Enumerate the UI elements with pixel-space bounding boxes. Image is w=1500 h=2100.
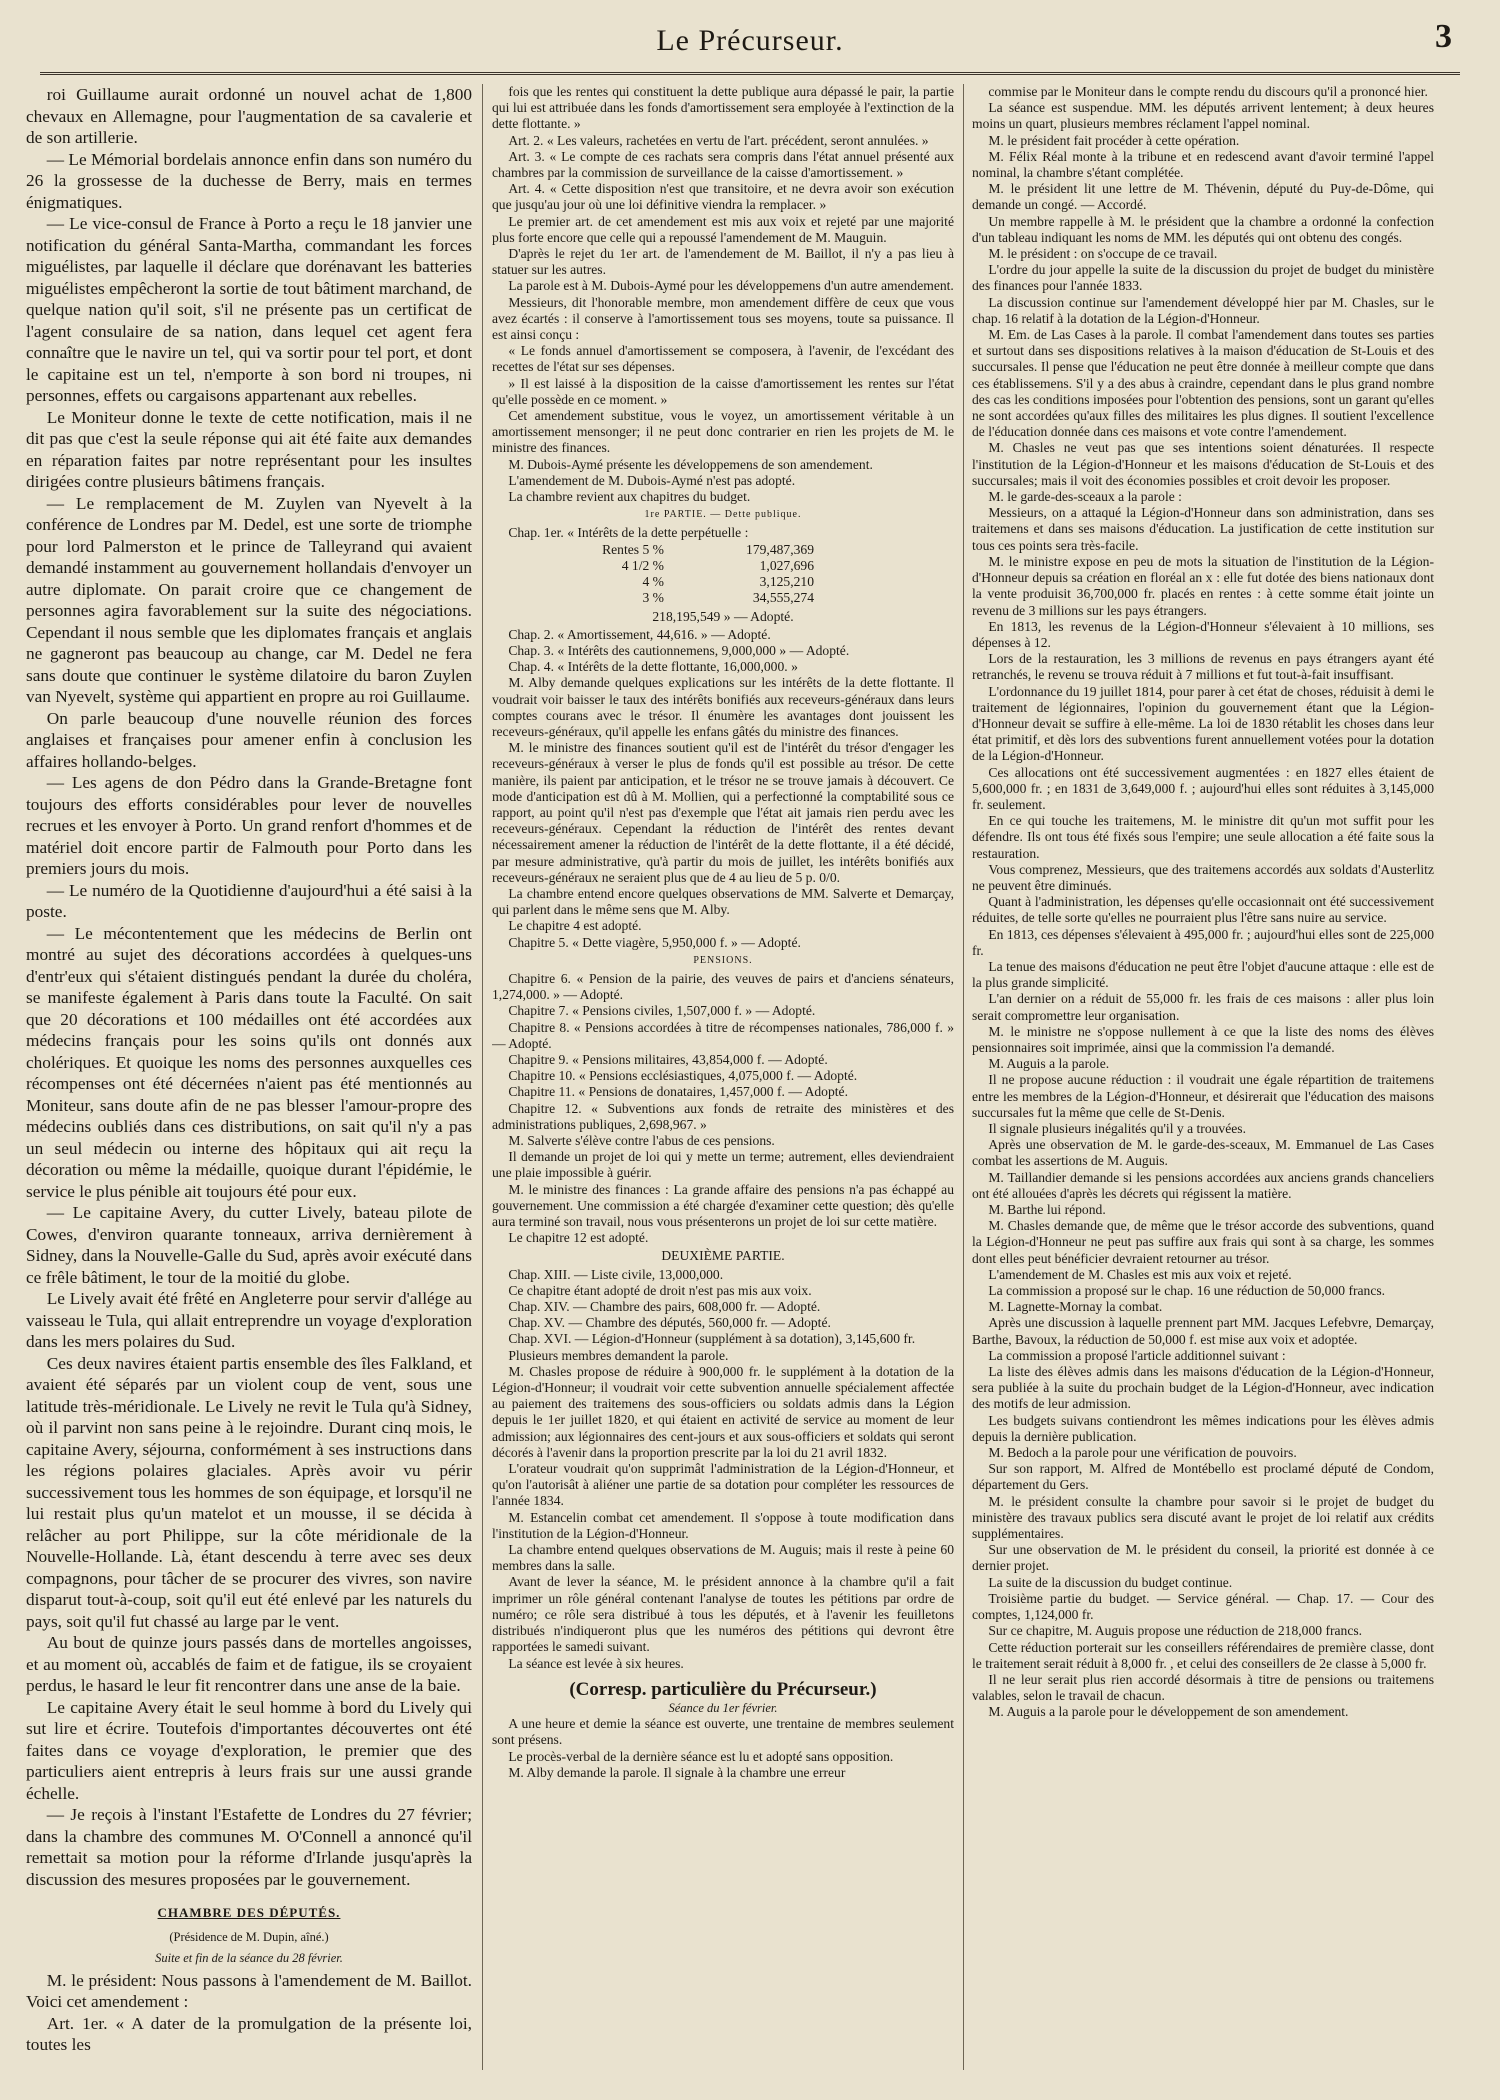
- paragraph: M. le président fait procéder à cette opération.: [988, 132, 1240, 148]
- paragraph: Il ne propose aucune réduction : il voudrait une égale répartition de traitemens entre les membres de la Légion-d'Honneur, et désirerait que l'éducation des maisons succursales fut la même que celle de St-Denis.: [972, 1072, 1434, 1120]
- column-2-part-b: [492, 675, 954, 950]
- newspaper-title: Le Précurseur.: [656, 24, 844, 57]
- corresp-paragraphs: [492, 1716, 954, 1781]
- paragraph: Au bout de quinze jours passés dans de mortelles angoisses, et au moment où, accablés de faim et de fatigue, ils se croyaient perdus, le hasard le leur fit rencontrer dans une anse de la baie.: [26, 1633, 472, 1695]
- paragraph: M. le garde-des-sceaux a la parole :: [988, 489, 1182, 505]
- paragraph: La commission a proposé sur le chap. 16 une réduction de 50,000 francs.: [988, 1283, 1386, 1299]
- paragraph: — Les agens de don Pédro dans la Grande-Bretagne font toujours des efforts considérables pour lever de nouvelles recrues et les envoyer à Porto. Un grand renfort d'hommes et de matériel doit encore partir de Falmouth pour Porto dans les premiers jours du mois.: [26, 773, 472, 878]
- paragraph: Le capitaine Avery était le seul homme à bord du Lively qui sut lire et écrire. Toutefois d'importantes découvertes ont été faites dans ce voyage d'exploration, le premier que des particuliers aient entrepris à leurs frais sur une aussi grande échelle.: [26, 1697, 472, 1803]
- rente-value: 1,027,696: [759, 557, 814, 573]
- rente-label: 4 %: [642, 574, 664, 590]
- paragraph: Un membre rappelle à M. le président que la chambre a ordonné la confection d'un tableau indiquant les noms de MM. les députés qui ont obtenu des congés.: [972, 213, 1434, 245]
- paragraph: Messieurs, dit l'honorable membre, mon amendement diffère de ceux que vous avez écartés : il conserve à l'amortissement tous ses moyens, toute sa puissance. Il est ainsi conçu :: [492, 294, 954, 343]
- paragraph: Les budgets suivans contiendront les mêmes indications pour les élèves admis depuis la dernière publication.: [972, 1412, 1434, 1444]
- corresp-seance: Séance du 1er février.: [668, 1700, 778, 1715]
- paragraph: Chapitre 9. « Pensions militaires, 43,854,000 f. — Adopté.: [508, 1051, 828, 1067]
- column-2-part-a: [492, 84, 954, 505]
- paragraph: « Le fonds annuel d'amortissement se composera, à l'avenir, de l'excédant des recettes de l'état sur ses dépenses.: [492, 343, 954, 375]
- rente-label: Rentes 5 %: [602, 541, 664, 557]
- rente-label: 3 %: [642, 590, 664, 606]
- paragraph: Il demande un projet de loi qui y mette un terme; autrement, elles deviendraient une plaie impossible à guérir.: [492, 1149, 954, 1181]
- paragraph: M. le ministre expose en peu de mots la situation de l'institution de la Légion-d'Honneur depuis sa création en floréal an x : elle fut dotée des biens nationaux dont la vente produisit 36,700,000 fr. placés en rentes : à cette somme était jointe un revenu de 3 millions sur les pays étrangers.: [972, 553, 1434, 618]
- chambre-presidence: (Présidence de M. Dupin, aîné.): [169, 1929, 329, 1944]
- paragraph: M. Auguis a la parole.: [988, 1056, 1110, 1072]
- paragraph: Chap. XIV. — Chambre des pairs, 608,000 fr. — Adopté.: [508, 1299, 821, 1315]
- page-number: 3: [1435, 18, 1452, 55]
- paragraph: Messieurs, on a attaqué la Légion-d'Honneur dans son administration, dans ses traitemens et dans ses maisons d'éducation. La justification de cette institution sur tous ces points sera très-facile.: [972, 505, 1434, 553]
- paragraph: » Il est laissé à la disposition de la caisse d'amortissement les rentes sur l'état qu'elle possède en ce moment. »: [492, 375, 954, 407]
- page-header: [40, 18, 1460, 68]
- budget-part-2-items: [492, 1267, 954, 1348]
- column-3-articles: [972, 84, 1434, 1721]
- paragraph: M. le ministre des finances : La grande affaire des pensions n'a pas échappé au gouvernement. Une commission a été chargée d'examiner cette question; dès qu'elle aura terminé son travail, nous vous présenterons un projet de loi sur cette matière.: [492, 1181, 954, 1230]
- paragraph: Il ne leur serait plus rien accordé désormais à titre de pensions ou traitemens valables, selon le travail de chacun.: [972, 1671, 1434, 1704]
- corresp-title: (Corresp. particulière du Précurseur.): [569, 1678, 877, 1700]
- pensions-title: PENSIONS.: [693, 954, 753, 966]
- paragraph: Après une observation de M. le garde-des-sceaux, M. Emmanuel de Las Cases combat les assertions de M. Auguis.: [972, 1137, 1434, 1169]
- rente-row: [514, 574, 954, 590]
- paragraph: — Je reçois à l'instant l'Estafette de Londres du 27 février; dans la chambre des communes M. O'Connell a annoncé qu'il remettait sa motion pour la réforme d'Irlande jusqu'après la discussion des mesures proposées par le gouvernement.: [26, 1805, 472, 1889]
- paragraph: roi Guillaume aurait ordonné un nouvel achat de 1,800 chevaux en Allemagne, pour l'augmentation de sa cavalerie et de son artillerie.: [26, 85, 472, 147]
- paragraph: Troisième partie du budget. — Service général. — Chap. 17. — Cour des comptes, 1,124,000 fr.: [972, 1590, 1434, 1623]
- paragraph: Chap. XV. — Chambre des députés, 560,000 fr. — Adopté.: [508, 1315, 831, 1331]
- paragraph: Chap. XVI. — Légion-d'Honneur (supplément à sa dotation), 3,145,600 fr.: [508, 1331, 916, 1347]
- paragraph: commise par le Moniteur dans le compte rendu du discours qu'il a prononcé hier.: [988, 84, 1428, 99]
- rentes-total: 218,195,549 » — Adopté.: [652, 608, 794, 624]
- rente-value: 34,555,274: [752, 590, 814, 606]
- paragraph: La commission a proposé l'article additionnel suivant :: [988, 1347, 1286, 1363]
- paragraph: — Le Mémorial bordelais annonce enfin dans son numéro du 26 la grossesse de la duchesse de Berry, mais en termes énigmatiques.: [26, 149, 472, 212]
- rente-value: 179,487,369: [746, 541, 814, 557]
- paragraph: Après une discussion à laquelle prennent part MM. Jacques Lefebvre, Demarçay, Barthe, Bavoux, la réduction de 50,000 f. est mise aux voix et adoptée.: [972, 1315, 1434, 1347]
- chambre-paragraphs: [26, 1970, 472, 2056]
- paragraph: Le procès-verbal de la dernière séance est lu et adopté sans opposition.: [508, 1748, 894, 1764]
- paragraph: Art. 4. « Cette disposition n'est que transitoire, et ne devra avoir son exécution que jusqu'au jour où une loi définitive viendra la remplacer. »: [492, 181, 954, 213]
- paragraph: L'ordonnance du 19 juillet 1814, pour parer à cet état de choses, réduisit à demi le traitement de légionnaires, l'opinion du gouvernement étant que la Légion-d'Honneur devait se suffire à elle-même. La loi de 1830 rétablit les choses dans leur état primitif, et dès lors des subventions furent annuellement votées pour la dotation de la Légion-d'Honneur.: [972, 683, 1434, 764]
- rente-value: 3,125,210: [759, 574, 814, 590]
- rentes-list: [492, 542, 954, 607]
- paragraph: Cette réduction porterait sur les conseillers référendaires de première classe, dont le traitement serait réduit à 8,000 fr. , et celui des conseillers de 2e classe à 5,000 fr.: [972, 1639, 1434, 1671]
- paragraph: D'après le rejet du 1er art. de l'amendement de M. Baillot, il n'y a pas lieu à statuer sur les autres.: [492, 246, 954, 278]
- paragraph: On parle beaucoup d'une nouvelle réunion des forces anglaises et françaises pour amener enfin à conclusion les affaires hollando-belges.: [26, 708, 472, 771]
- paragraph: En ce qui touche les traitemens, M. le ministre dit qu'un mot suffit pour les défendre. Ils ont tous été fixés sous l'empire; une seule allocation a été faite sous la restauration.: [972, 813, 1434, 861]
- paragraph: M. Bedoch a la parole pour une vérification de pouvoirs.: [988, 1445, 1297, 1461]
- paragraph: Chapitre 8. « Pensions accordées à titre de récompenses nationales, 786,000 f. » — Adopté.: [492, 1019, 954, 1051]
- paragraph: Chapitre 11. « Pensions de donataires, 1,457,000 f. — Adopté.: [508, 1084, 848, 1100]
- pensions-list: [492, 971, 954, 1133]
- paragraph: M. Alby demande quelques explications sur les intérêts de la dette flottante. Il voudrait voir baisser le taux des intérêts bonifiés aux receveurs-généraux dans leurs comptes courans avec le trésor. Il énumère les avantages dont jouissent les receveurs-généraux, qu'il appelle les enfans gâtés du ministre des finances.: [492, 675, 954, 739]
- paragraph: Ces allocations ont été successivement augmentées : en 1827 elles étaient de 5,600,000 fr. ; en 1831 de 3,649,000 f. ; aujourd'hui elles sont réduites à 3,145,000 fr. seulement.: [972, 764, 1434, 812]
- paragraph: La chambre entend encore quelques observations de MM. Salverte et Demarçay, qui parlent dans le même sens que M. Alby.: [492, 885, 954, 918]
- paragraph: Le Moniteur donne le texte de cette notification, mais il ne dit pas que c'est la seule réponse qui ait été faite aux demandes en réparation faites par notre représentant pour les insultes dirigées contre plusieurs bâtimens français.: [26, 407, 472, 491]
- paragraph: M. Félix Réal monte à la tribune et en redescend avant d'avoir terminé l'appel nominal, la chambre s'étant complétée.: [972, 148, 1434, 181]
- paragraph: Ce chapitre étant adopté de droit n'est pas mis aux voix.: [508, 1282, 812, 1298]
- paragraph: Plusieurs membres demandent la parole.: [508, 1347, 729, 1363]
- paragraph: Lors de la restauration, les 3 millions de revenus en pays étrangers ayant été retranchés, le revenu se trouva réduit à 7 millions et fut tout-à-fait insuffisant.: [972, 651, 1434, 683]
- paragraph: — Le mécontentement que les médecins de Berlin ont montré au sujet des décorations accordées à quelques-uns d'entr'eux qui s'étaient distingués pendant la durée du choléra, se manifeste également à Paris dans toute la Faculté. On sait que 20 décorations et 100 médailles ont été accordées aux médecins français pour les soins qu'ils ont donnés aux cholériques. Et quoique les noms des personnes auxquelles ces récompenses ont été décernées n'aient pas été mentionnés au Moniteur, sans doute afin de ne pas blesser l'amour-propre des médecins oubliés dans ces distributions, on sait qu'il n'y a pas un seul médecin ou interne des hôpitaux qui ait reçu la décoration ou même la médaille, quoique durant l'épidémie, le service le plus pénible ait toujours été pour eux.: [26, 923, 472, 1201]
- paragraph: L'amendement de M. Dubois-Aymé n'est pas adopté.: [508, 472, 796, 488]
- paragraph: Chapitre 7. « Pensions civiles, 1,507,000 f. » — Adopté.: [508, 1003, 816, 1019]
- paragraph: M. le président: Nous passons à l'amendement de M. Baillot. Voici cet amendement :: [26, 1970, 472, 2011]
- paragraph: — Le numéro de la Quotidienne d'aujourd'hui a été saisi à la poste.: [26, 880, 472, 921]
- column-3: [972, 84, 1434, 2070]
- paragraph: Le chapitre 4 est adopté.: [508, 918, 642, 934]
- paragraph: Chap. 3. « Intérêts des cautionnemens, 9,000,000 » — Adopté.: [508, 642, 850, 658]
- paragraph: M. le président : on s'occupe de ce travail.: [988, 246, 1218, 262]
- paragraph: Chapitre 6. « Pension de la pairie, des veuves de pairs et d'anciens sénateurs, 1,274,000. » — Adopté.: [492, 970, 954, 1003]
- paragraph: En 1813, ces dépenses s'élevaient à 495,000 fr. ; aujourd'hui elles sont de 225,000 fr.: [972, 926, 1434, 958]
- chambre-title: CHAMBRE DES DÉPUTÉS.: [157, 1905, 341, 1920]
- paragraph: M. Dubois-Aymé présente les développemens de son amendement.: [508, 456, 873, 472]
- budget-chap-1: Chap. 1er. « Intérêts de la dette perpétuelle :: [508, 525, 749, 541]
- column-divider: [963, 84, 964, 2070]
- paragraph: La tenue des maisons d'éducation ne peut être l'objet d'aucune attaque : elle est de la plus grande simplicité.: [972, 958, 1434, 991]
- paragraph: Chapitre 12. « Subventions aux fonds de retraite des ministères et des administrations publiques, 2,698,967. »: [492, 1100, 954, 1132]
- paragraph: Art. 2. « Les valeurs, rachetées en vertu de l'art. précédent, seront annulées. »: [508, 132, 929, 148]
- paragraph: L'orateur voudrait qu'on supprimât l'administration de la Légion-d'Honneur, et qu'on l'autorisât à aliéner une partie de sa dotation pour compléter les ressources de l'année 1834.: [492, 1461, 954, 1509]
- paragraph: M. Lagnette-Mornay la combat.: [988, 1299, 1163, 1315]
- paragraph: M. le ministre des finances soutient qu'il est de l'intérêt du trésor d'engager les receveurs-généraux à verser le plus de fonds qu'il est possible au trésor. De cette manière, ils paient par anticipation, et le trésor ne se trouve jamais à découvert. Ce mode d'anticipation est dû à M. Mollien, qui a perfectionné la comptabilité sous ce rapport, au point qu'il n'est pas d'exemple que l'état ait jamais rien perdu avec les receveurs-généraux. Cependant la réduction de l'intérêt des rentes devant nécessairement amener la réduction de l'intérêt de la dette flottante, il a été décidé, par mesure administrative, qu'à partir du mois de juillet, les intérêts bonifiés aux receveurs-généraux ne seraient plus que de 4 au lieu de 5 p. 0/0.: [492, 740, 954, 885]
- paragraph: — Le capitaine Avery, du cutter Lively, bateau pilote de Cowes, d'environ quarante tonneaux, arriva dernièrement à Sidney, dans la Nouvelle-Galle du Sud, après avoir exécuté dans ce frêle bâtiment, le tour de la moitié du globe.: [26, 1203, 472, 1287]
- rente-row: [514, 590, 954, 606]
- column-1-articles: [26, 84, 472, 1890]
- rente-row: [514, 542, 954, 558]
- paragraph: En 1813, les revenus de la Légion-d'Honneur s'élevaient à 10 millions, ses dépenses à 12.: [972, 618, 1434, 650]
- paragraph: Vous comprenez, Messieurs, que des traitemens accordés aux soldats d'Austerlitz ne peuvent être diminués.: [972, 861, 1434, 893]
- column-2-part-c: [492, 1133, 954, 1246]
- paragraph: M. Auguis a la parole pour le développement de son amendement.: [988, 1704, 1349, 1720]
- column-1: [26, 84, 472, 2070]
- paragraph: Sur une observation de M. le président du conseil, la priorité est donnée à ce dernier projet.: [972, 1542, 1434, 1574]
- paragraph: Ces deux navires étaient partis ensemble des îles Falkland, et avaient été séparés par un violent coup de vent, sous une latitude très-méridionale. Le Lively ne revit le Tula qu'à Sidney, où il parvint non sans peine à le rejoindre. Durant cinq mois, le capitaine Avery, séjourna, conformément à ses instructions dans les régions polaires glaciales. Après avoir vu périr successivement tous les hommes de son équipage, et lorsqu'il ne lui restait plus qu'un matelot et un mousse, il se décida à relâcher au port Philippe, sur la côte méridionale de la Nouvelle-Hollande. Là, étant descendu à terre avec ses deux compagnons, pour tâcher de se procurer des vivres, son navire disparut tout-à-coup, soit qu'il eut été enlevé par les naturels du pays, soit qu'il fut chassé au large par le vent.: [26, 1353, 472, 1631]
- paragraph: L'an dernier on a réduit de 55,000 fr. les frais de ces maisons : aller plus loin serait compromettre leur organisation.: [972, 991, 1434, 1023]
- paragraph: — Le remplacement de M. Zuylen van Nyevelt à la conférence de Londres par M. Dedel, est une sorte de triomphe pour lord Palmerston et le prince de Talleyrand qui avaient demandé instamment au gouvernement hollandais d'envoyer un autre diplomate. On parait croire que ce changement de personnes agira favorablement sur la suite des négociations. Cependant il nous semble que les diplomates français et anglais ne gagneront pas beaucoup au change, car M. Dedel ne fera sans doute que continuer le système dilatoire du baron Zuylen van Nyevelt, système qui appartient en propre au roi Guillaume.: [26, 493, 472, 706]
- rente-label: 4 1/2 %: [621, 557, 664, 573]
- paragraph: La discussion continue sur l'amendement développé hier par M. Chasles, sur le chap. 16 relatif à la dotation de la Légion-d'Honneur.: [972, 294, 1434, 326]
- column-2-part-d: [492, 1348, 954, 1672]
- rente-row: [514, 558, 954, 574]
- paragraph: M. le président consulte la chambre pour savoir si le projet de budget du ministère des travaux publics sera discuté avant le projet de loi relatif aux crédits supplémentaires.: [972, 1493, 1434, 1542]
- paragraph: Chapitre 10. « Pensions ecclésiastiques, 4,075,000 f. — Adopté.: [508, 1068, 858, 1084]
- paragraph: Art. 3. « Le compte de ces rachats sera compris dans l'état annuel présenté aux chambres par la commission de surveillance de la caisse d'amortissement. »: [492, 148, 954, 181]
- paragraph: Chapitre 5. « Dette viagère, 5,950,000 f. » — Adopté.: [508, 934, 801, 950]
- paragraph: La séance est levée à six heures.: [508, 1655, 684, 1671]
- paragraph: Art. 1er. « A dater de la promulgation de la présente loi, toutes les: [26, 2013, 472, 2054]
- column-divider: [482, 84, 483, 2070]
- paragraph: La parole est à M. Dubois-Aymé pour les développemens d'un autre amendement.: [508, 278, 954, 294]
- paragraph: Le chapitre 12 est adopté.: [508, 1230, 649, 1246]
- paragraph: La séance est suspendue. MM. les députés arrivent lentement; à deux heures moins un quart, plusieurs membres réclament l'appel nominal.: [972, 100, 1434, 132]
- paragraph: Chap. 4. « Intérêts de la dette flottante, 16,000,000. »: [508, 659, 798, 675]
- paragraph: M. Chasles demande que, de même que le trésor accorde des subventions, quand la Légion-d'Honneur ne peut pas suffire aux frais qui sont à sa charge, les sommes dont elles peut bénéficier devraient retourner au trésor.: [972, 1218, 1434, 1266]
- paragraph: M. Chasles ne veut pas que ses intentions soient dénaturées. Il respecte l'institution de la Légion-d'Honneur et les maisons d'éducation de St-Louis et des succursales; mais il voit des économies possibles et croit devoir les proposer.: [972, 440, 1434, 488]
- column-2: [492, 84, 954, 2070]
- paragraph: M. Alby demande la parole. Il signale à la chambre une erreur: [508, 1764, 846, 1780]
- paragraph: M. Salverte s'élève contre l'abus de ces pensions.: [508, 1133, 775, 1148]
- paragraph: M. Taillandier demande si les pensions accordées aux anciens grands chanceliers ont été allouées d'après les décrets qui régissent la matière.: [972, 1169, 1434, 1201]
- paragraph: La suite de la discussion du budget continue.: [988, 1574, 1233, 1590]
- paragraph: Quant à l'administration, les dépenses qu'elle occasionnait ont été successivement réduites, de telle sorte qu'elles ne pourraient plus l'être sans nuire au service.: [972, 894, 1434, 926]
- paragraph: Le premier art. de cet amendement est mis aux voix et rejeté par une majorité plus forte encore que celle qui a repoussé l'amendement de M. Mauguin.: [492, 213, 954, 245]
- paragraph: La chambre revient aux chapitres du budget.: [508, 489, 751, 505]
- paragraph: Chap. XIII. — Liste civile, 13,000,000.: [508, 1266, 724, 1282]
- paragraph: — Le vice-consul de France à Porto a reçu le 18 janvier une notification du général Santa-Martha, commandant les forces miguélistes, par laquelle il déclare que dorénavant les batteries miguélistes empêcheront la sortie de tout bâtiment marchand, de quelque nation qu'il soit, s'il ne présente pas un certificat de l'agent consulaire de sa nation, dans lequel cet agent fera connaître que le navire un tel, qui va sortir pour tel port, et dont le capitaine est un tel, n'emporte à son bord ni troupes, ni personnes, effets ou cargaisons appartenant aux rebelles.: [26, 214, 472, 405]
- paragraph: Sur son rapport, M. Alfred de Montébello est proclamé député de Condom, département du Gers.: [972, 1461, 1434, 1493]
- paragraph: La chambre entend quelques observations de M. Auguis; mais il reste à peine 60 membres dans la salle.: [492, 1542, 954, 1574]
- paragraph: Le Lively avait été frêté en Angleterre pour servir d'allége au vaisseau le Tula, qui allait entreprendre un voyage d'exploration dans les mers polaires du Sud.: [26, 1289, 472, 1351]
- paragraph: Sur ce chapitre, M. Auguis propose une réduction de 218,000 francs.: [988, 1623, 1363, 1639]
- paragraph: M. le président lit une lettre de M. Thévenin, député du Puy-de-Dôme, qui demande un congé. — Accordé.: [972, 181, 1434, 213]
- paragraph: M. Em. de Las Cases à la parole. Il combat l'amendement dans toutes ses parties et surtout dans ses dispositions relatives à la maison d'éducation de St-Louis et des succursales. Il pense que l'éducation ne peut être donnée à meilleur compte que dans ces établissemens. S'il y a des abus à craindre, cependant dans le plus grand nombre des cas les conditions imposées pour l'obtention des pensions, sont un garant qu'elles ne sont accordées qu'aux filles des militaires les plus dignes. Il soutient l'excellence de l'éducation donnée dans ces maisons et vote contre l'amendement.: [972, 327, 1434, 440]
- budget-chapters: [492, 627, 954, 676]
- paragraph: Avant de lever la séance, M. le président annonce à la chambre qu'il a fait imprimer un rôle général contenant l'analyse de toutes les pétitions par ordre de numéro; ce rôle sera distribué à tous les députés, et à l'avenir les feuilletons distribués n'indiqueront plus que les numéros des pétitions qui devront être rapportées le samedi suivant.: [492, 1574, 954, 1655]
- paragraph: M. Barthe lui répond.: [988, 1202, 1106, 1218]
- header-rule: [40, 72, 1460, 75]
- paragraph: L'ordre du jour appelle la suite de la discussion du projet de budget du ministère des finances pour l'année 1833.: [972, 262, 1434, 294]
- paragraph: M. Estancelin combat cet amendement. Il s'oppose à toute modification dans l'institution de la Légion-d'Honneur.: [492, 1509, 954, 1541]
- paragraph: M. le ministre ne s'oppose nullement à ce que la liste des noms des élèves pensionnaires soit imprimée, ainsi que la commission l'a demandé.: [972, 1023, 1434, 1055]
- paragraph: La liste des élèves admis dans les maisons d'éducation de la Légion-d'Honneur, sera publiée à la suite du prochain budget de la Légion-d'Honneur, avec indication des motifs de leur admission.: [972, 1364, 1434, 1412]
- paragraph: A une heure et demie la séance est ouverte, une trentaine de membres seulement sont présens.: [492, 1716, 954, 1748]
- budget-part-1: 1re PARTIE. — Dette publique.: [644, 509, 802, 521]
- chambre-suite: Suite et fin de la séance du 28 février.: [155, 1951, 343, 1965]
- paragraph: Chap. 2. « Amortissement, 44,616. » — Adopté.: [508, 626, 771, 642]
- paragraph: M. Chasles propose de réduire à 900,000 fr. le supplément à la dotation de la Légion-d'Honneur; il voudrait voir cette subvention annuelle spécialement affectée au paiement des traitemens des sous-officiers ou soldats admis dans la Légion depuis le 1er juillet 1820, et qui étaient en activité de service au moment de leur admission; aux légionnaires des cent-jours et aux sous-officiers et soldats qui seront décorés à l'avenir dans la proportion prescrite par la loi du 21 avril 1832.: [492, 1363, 954, 1460]
- paragraph: L'amendement de M. Chasles est mis aux voix et rejeté.: [988, 1266, 1292, 1282]
- paragraph: fois que les rentes qui constituent la dette publique aura dépassé le pair, la partie qui lui est attribuée dans les fonds d'amortissement sera employée à l'extinction de la dette flottante. »: [492, 84, 954, 132]
- paragraph: Cet amendement substitue, vous le voyez, un amortissement véritable à un amortissement mensonger; il ne peut donc contrarier en rien les projets de M. le ministre des finances.: [492, 408, 954, 456]
- budget-part-2: DEUXIÈME PARTIE.: [661, 1248, 785, 1264]
- paragraph: Il signale plusieurs inégalités qu'il y a trouvées.: [988, 1121, 1246, 1136]
